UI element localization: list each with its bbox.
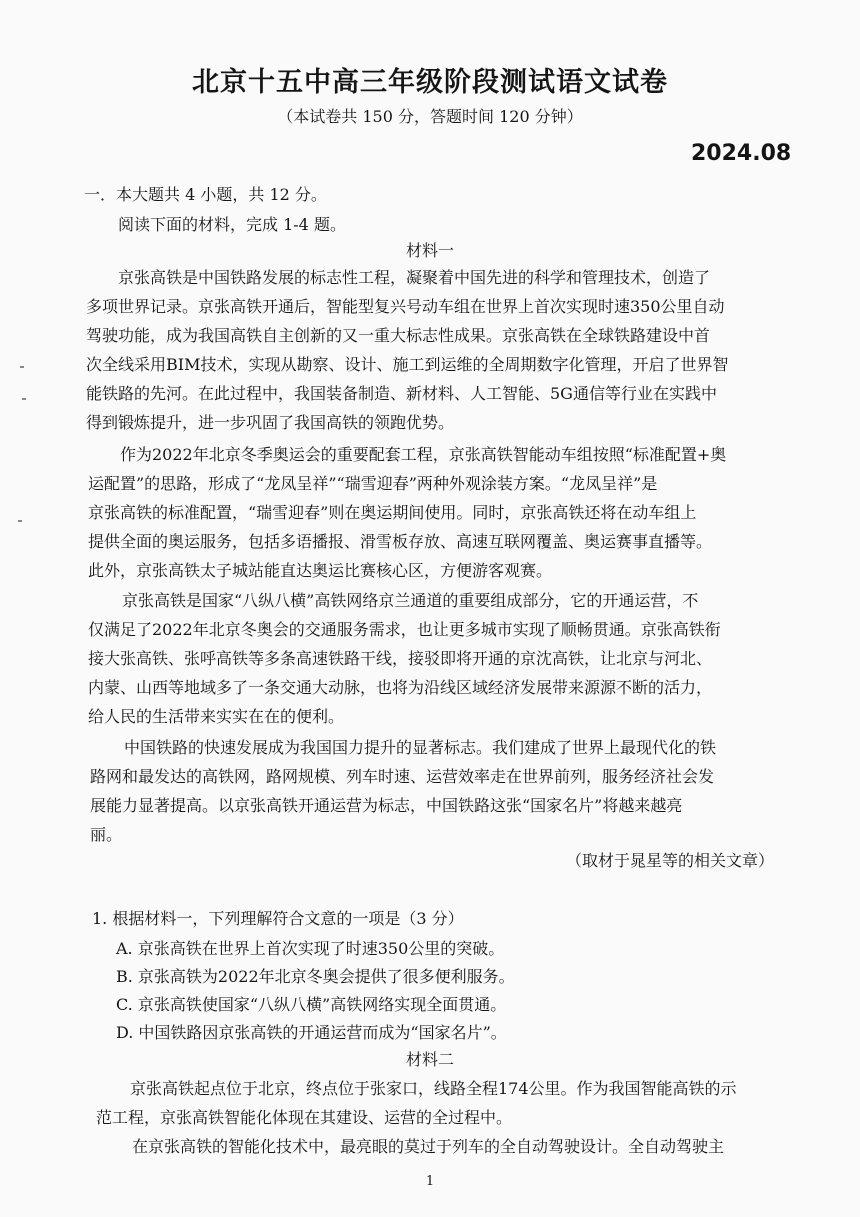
paragraph-line: 丽。 bbox=[90, 825, 123, 844]
paragraph-line: 京张高铁起点位于北京，终点位于张家口，线路全程174公里。作为我国智能高铁的示 bbox=[130, 1079, 737, 1098]
paragraph-line: 京张高铁是国家“八纵八横”高铁网络京兰通道的重要组成部分，它的开通运营，不 bbox=[122, 591, 699, 610]
material-source: （取材于晁星等的相关文章） bbox=[566, 851, 775, 870]
paragraph-line: 次全线采用BIM技术，实现从勘察、设计、施工到运维的全周期数字化管理，开启了世界智 bbox=[86, 355, 729, 374]
scan-speck bbox=[18, 520, 22, 522]
scan-speck bbox=[22, 398, 26, 400]
question-stem: 1. 根据材料一，下列理解符合文意的一项是（3 分） bbox=[92, 909, 464, 928]
paragraph-line: 驾驶功能，成为我国高铁自主创新的又一重大标志性成果。京张高铁在全球铁路建设中首 bbox=[86, 326, 711, 345]
paragraph-line: 接大张高铁、张呼高铁等多条高速铁路干线，接驳即将开通的京沈高铁，让北京与河北、 bbox=[88, 649, 713, 668]
question-option-c: C. 京张高铁使国家“八纵八横”高铁网络实现全面贯通。 bbox=[116, 995, 507, 1014]
material-two-title: 材料二 bbox=[405, 1050, 454, 1069]
paragraph-line: 仅满足了2022年北京冬奥会的交通服务需求，也让更多城市实现了顺畅贯通。京张高铁衔 bbox=[88, 620, 721, 639]
section-heading: 一．本大题共 4 小题，共 12 分。 bbox=[84, 185, 327, 204]
paragraph-line: 多项世界记录。京张高铁开通后，智能型复兴号动车组在世界上首次实现时速350公里自动 bbox=[86, 297, 725, 316]
paragraph-line: 在京张高铁的智能化技术中，最亮眼的莫过于列车的全自动驾驶设计。全自动驾驶主 bbox=[132, 1137, 725, 1156]
paragraph-line: 内蒙、山西等地域多了一条交通大动脉，也将为沿线区域经济发展带来源源不断的活力， bbox=[88, 678, 713, 697]
page-number: 1 bbox=[425, 1174, 435, 1189]
question-option-b: B. 京张高铁为2022年北京冬奥会提供了很多便利服务。 bbox=[116, 967, 515, 986]
question-option-d: D. 中国铁路因京张高铁的开通运营而成为“国家名片”。 bbox=[116, 1023, 507, 1042]
paragraph-line: 提供全面的奥运服务，包括多语播报、滑雪板存放、高速互联网覆盖、奥运赛事直播等。 bbox=[88, 532, 713, 551]
paragraph-line: 给人民的生活带来实实在在的便利。 bbox=[88, 707, 345, 726]
paragraph-line: 此外，京张高铁太子城站能直达奥运比赛核心区，方便游客观赛。 bbox=[88, 561, 553, 580]
question-option-a: A. 京张高铁在世界上首次实现了时速350公里的突破。 bbox=[116, 939, 505, 958]
paragraph-line: 得到锻炼提升，进一步巩固了我国高铁的领跑优势。 bbox=[86, 413, 455, 432]
paragraph-line: 展能力显著提高。以京张高铁开通运营为标志，中国铁路这张“国家名片”将越来越亮 bbox=[90, 796, 683, 815]
paragraph-line: 中国铁路的快速发展成为我国国力提升的显著标志。我们建成了世界上最现代化的铁 bbox=[124, 738, 717, 757]
section-instruction: 阅读下面的材料，完成 1-4 题。 bbox=[118, 215, 346, 234]
exam-date: 2024.08 bbox=[691, 141, 792, 166]
material-one-title: 材料一 bbox=[405, 241, 454, 260]
paragraph-line: 范工程，京张高铁智能化体现在其建设、运营的全过程中。 bbox=[96, 1108, 513, 1127]
scan-speck bbox=[20, 366, 24, 368]
exam-subtitle: （本试卷共 150 分，答题时间 120 分钟） bbox=[277, 107, 583, 126]
paragraph-line: 路网和最发达的高铁网，路网规模、列车时速、运营效率走在世界前列，服务经济社会发 bbox=[90, 767, 715, 786]
paragraph-line: 京张高铁的标准配置，“瑞雪迎春”则在奥运期间使用。同时，京张高铁还将在动车组上 bbox=[88, 503, 697, 522]
paragraph-line: 能铁路的先河。在此过程中，我国装备制造、新材料、人工智能、5G通信等行业在实践中 bbox=[86, 384, 717, 403]
paragraph-line: 京张高铁是中国铁路发展的标志性工程，凝聚着中国先进的科学和管理技术，创造了 bbox=[118, 268, 711, 287]
exam-title: 北京十五中高三年级阶段测试语文试卷 bbox=[192, 67, 668, 98]
paragraph-line: 作为2022年北京冬季奥运会的重要配套工程，京张高铁智能动车组按照“标准配置+奥 bbox=[120, 445, 727, 464]
paragraph-line: 运配置”的思路，形成了“龙凤呈祥”“瑞雪迎春”两种外观涂装方案。“龙凤呈祥”是 bbox=[88, 474, 658, 493]
